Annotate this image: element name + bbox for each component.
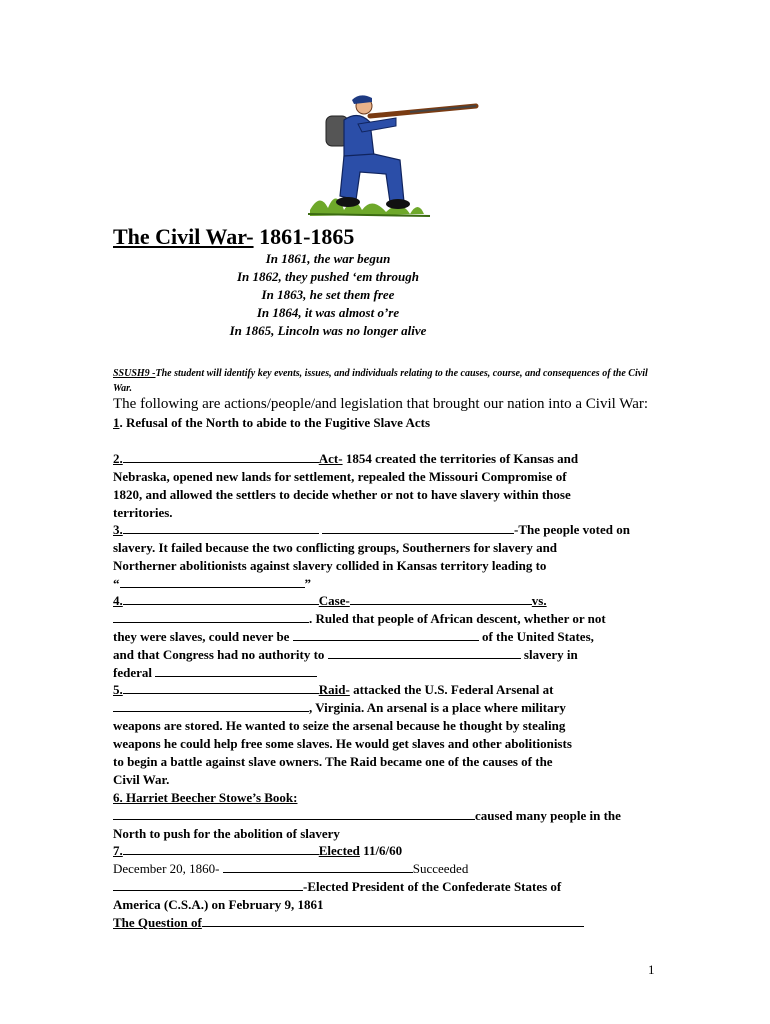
item-4-line: and that Congress had no authority to slavery in xyxy=(113,647,578,662)
item-6-line: North to push for the abolition of slavery xyxy=(113,826,340,841)
answer-blank[interactable] xyxy=(123,521,319,534)
intro-text: The following are actions/people/and legislation that brought our nation into a Civil War: xyxy=(113,396,649,412)
item-3-quote: “ ” xyxy=(113,576,311,591)
item-6: 6. Harriet Beecher Stowe’s Book: xyxy=(113,790,298,805)
page-number: 1 xyxy=(648,962,655,977)
answer-blank[interactable] xyxy=(120,575,305,588)
item-7-line: December 20, 1860- Succeeded xyxy=(113,861,469,876)
answer-blank[interactable] xyxy=(123,592,319,605)
item-5-line: to begin a battle against slave owners. The Raid became one of the causes of the xyxy=(113,754,553,769)
item-2-line: 1820, and allowed the settlers to decide whether or not to have slavery within those xyxy=(113,487,571,502)
answer-blank[interactable] xyxy=(123,681,319,694)
answer-blank[interactable] xyxy=(113,807,475,820)
answer-blank[interactable] xyxy=(113,878,303,891)
item-7: 7. Elected 11/6/60 xyxy=(113,843,403,858)
answer-blank[interactable] xyxy=(155,664,317,677)
poem xyxy=(113,250,543,340)
item-4: 4. Case- vs. xyxy=(113,593,547,608)
answer-blank[interactable] xyxy=(322,521,514,534)
item-7-line: America (C.S.A.) on February 9, 1861 xyxy=(113,897,324,912)
item-2-line: Nebraska, opened new lands for settlement, repealed the Missouri Compromise of xyxy=(113,469,567,484)
item-2-line: territories. xyxy=(113,505,173,520)
item-5: 5. Raid- attacked the U.S. Federal Arsenal at xyxy=(113,682,554,697)
answer-blank[interactable] xyxy=(123,450,319,463)
item-5-line: Civil War. xyxy=(113,772,170,787)
item-4-line: federal xyxy=(113,664,317,682)
item-7-question: The Question of xyxy=(113,914,584,932)
item-1: 1. Refusal of the North to abide to the Fugitive Slave Acts xyxy=(113,415,431,430)
item-6-line: caused many people in the xyxy=(113,807,621,825)
poem-line: In 1861, the war begun xyxy=(265,251,391,266)
item-4-line: they were slaves, could never be of the United States, xyxy=(113,629,594,644)
answer-blank[interactable] xyxy=(113,699,309,712)
item-2: 2. Act- 1854 created the territories of Kansas and xyxy=(113,451,579,466)
item-7-line: -Elected President of the Confederate States of xyxy=(113,878,561,896)
item-5-line: weapons he could help free some slaves. He would get slaves and other abolitionists xyxy=(113,736,572,751)
answer-blank[interactable] xyxy=(293,628,479,641)
standard-statement: SSUSH9 -The student will identify key events, issues, and individuals relating to the causes, course, and consequences of the Civil War. xyxy=(113,368,648,394)
poem-line: In 1863, he set them free xyxy=(261,287,395,302)
item-3: 3. -The people voted on xyxy=(113,522,630,537)
answer-blank[interactable] xyxy=(113,610,309,623)
answer-blank[interactable] xyxy=(350,592,532,605)
answer-blank[interactable] xyxy=(123,842,319,855)
item-5-line: weapons are stored. He wanted to seize the arsenal because he thought by stealing xyxy=(113,718,566,733)
item-4-line: . Ruled that people of African descent, whether or not xyxy=(113,610,606,628)
page-title: The Civil War- 1861-1865 xyxy=(113,224,355,249)
poem-line: In 1865, Lincoln was no longer alive xyxy=(229,323,427,338)
item-3-line: slavery. It failed because the two conflicting groups, Southerners for slavery and xyxy=(113,540,558,555)
answer-blank[interactable] xyxy=(328,646,521,659)
answer-blank[interactable] xyxy=(223,860,413,873)
civil-war-soldier-clipart xyxy=(300,92,480,220)
poem-line: In 1864, it was almost o’re xyxy=(256,305,400,320)
item-3-line: Northerner abolitionists against slavery collided in Kansas territory leading to xyxy=(113,558,547,573)
poem-line: In 1862, they pushed ‘em through xyxy=(236,269,420,284)
answer-blank[interactable] xyxy=(202,914,584,927)
item-5-line: , Virginia. An arsenal is a place where military xyxy=(113,699,566,717)
